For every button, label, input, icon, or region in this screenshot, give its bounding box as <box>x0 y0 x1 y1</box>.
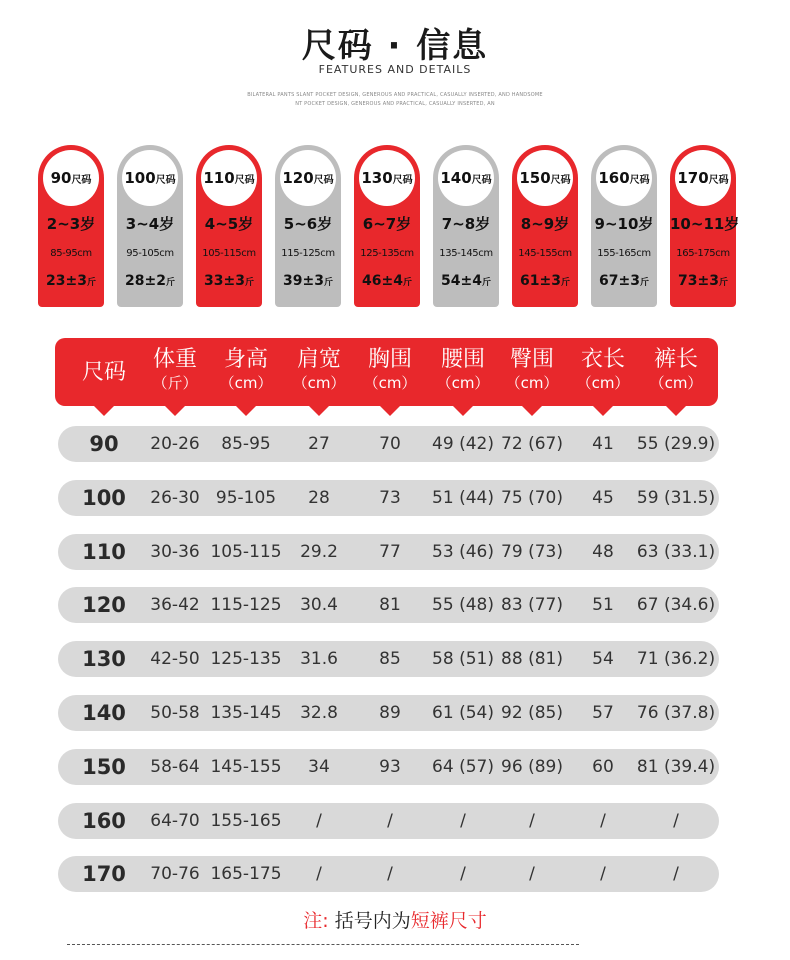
table-row <box>58 587 719 623</box>
card-weight <box>670 273 736 289</box>
table-cell: 63 (33.1) <box>636 541 716 562</box>
card-weight <box>275 273 341 289</box>
row-size: 110 <box>82 539 126 564</box>
size-circle <box>359 150 415 206</box>
table-cell: 41 <box>592 434 614 454</box>
column-header-unit: （cm） <box>576 374 630 392</box>
size-circle <box>596 150 652 206</box>
card-weight-value: 73±3 <box>678 273 719 289</box>
row-size: 170 <box>82 862 126 887</box>
table-cell: 77 <box>379 541 401 562</box>
column-header <box>437 338 490 406</box>
card-weight <box>433 273 499 289</box>
size-card-140 <box>433 145 499 307</box>
table-cell: 79 (73) <box>501 541 563 562</box>
card-height: 145-155cm <box>518 248 572 259</box>
table-cell: / <box>387 864 393 885</box>
table-cell: / <box>316 864 322 885</box>
column-header <box>82 338 126 406</box>
card-age: 5~6岁 <box>283 215 333 233</box>
row-size: 120 <box>82 593 126 618</box>
table-header <box>55 338 718 406</box>
card-weight <box>591 273 657 289</box>
header-pointer <box>522 406 542 416</box>
fine-print-line-1: BILATERAL PANTS SLANT POCKET DESIGN, GENEROUS AND PRACTICAL, CASUALLY INSERTED, AND HANDSOME <box>247 92 543 98</box>
size-circle <box>122 150 178 206</box>
table-cell: / <box>529 810 535 831</box>
table-cell: 81 <box>379 595 401 616</box>
table-cell: 72 (67) <box>501 434 563 454</box>
card-weight-value: 28±2 <box>125 273 166 289</box>
footnote-text: 括号内为 <box>334 910 411 932</box>
card-weight-unit: 斤 <box>481 278 491 288</box>
table-row <box>58 695 719 731</box>
card-size: 170 <box>677 169 709 187</box>
table-cell: / <box>529 864 535 885</box>
table-cell: 92 (85) <box>501 703 563 723</box>
size-circle <box>675 150 731 206</box>
table-cell: / <box>316 810 322 831</box>
table-cell: 29.2 <box>300 541 338 562</box>
table-cell: 83 (77) <box>501 595 563 616</box>
card-age: 8~9岁 <box>520 215 570 233</box>
table-cell: 96 (89) <box>501 756 563 777</box>
header-pointer <box>666 406 686 416</box>
card-weight-unit: 斤 <box>165 278 175 288</box>
column-header-unit: （cm） <box>219 374 273 392</box>
card-size-unit: 尺码 <box>71 174 92 186</box>
table-cell: / <box>673 864 679 885</box>
column-header-unit: （cm） <box>363 374 417 392</box>
footnote <box>0 906 790 933</box>
size-card-100 <box>117 145 183 307</box>
card-age: 4~5岁 <box>204 215 254 233</box>
card-size: 90 <box>50 169 72 187</box>
table-cell: 70-76 <box>150 864 200 885</box>
column-header-label: 胸围 <box>367 347 413 372</box>
column-header-label: 臀围 <box>509 347 555 372</box>
table-row <box>58 803 719 839</box>
size-card-170 <box>670 145 740 307</box>
card-size-unit: 尺码 <box>629 174 650 186</box>
table-cell: 58-64 <box>150 756 200 777</box>
table-cell: 42-50 <box>150 649 200 670</box>
size-circle <box>438 150 494 206</box>
header-pointer <box>165 406 185 416</box>
card-weight-unit: 斤 <box>639 278 649 288</box>
table-cell: 76 (37.8) <box>636 703 716 723</box>
table-cell: 64-70 <box>150 810 200 831</box>
table-cell: / <box>387 810 393 831</box>
table-row <box>58 641 719 677</box>
card-size: 160 <box>598 169 630 187</box>
table-cell: 53 (46) <box>432 541 494 562</box>
size-circle <box>201 150 257 206</box>
card-size: 130 <box>361 169 393 187</box>
table-cell: 165-175 <box>210 864 282 885</box>
table-cell: 32.8 <box>300 703 338 723</box>
card-weight-unit: 斤 <box>402 278 412 288</box>
card-height: 135-145cm <box>439 248 493 259</box>
table-cell: 27 <box>308 434 330 454</box>
card-size: 100 <box>124 169 156 187</box>
size-circle <box>280 150 336 206</box>
column-header-unit: （斤） <box>152 374 198 392</box>
table-cell: 155-165 <box>210 810 282 831</box>
table-cell: 30.4 <box>300 595 338 616</box>
card-height: 165-175cm <box>676 248 730 259</box>
size-card-160 <box>591 145 657 307</box>
card-size-unit: 尺码 <box>155 174 176 186</box>
column-header <box>577 338 630 406</box>
card-age: 6~7岁 <box>362 215 412 233</box>
column-header-label: 尺码 <box>81 360 127 385</box>
table-cell: 71 (36.2) <box>636 649 716 670</box>
footnote-highlight: 短裤尺寸 <box>410 910 487 932</box>
table-cell: 50-58 <box>150 703 200 723</box>
table-cell: 125-135 <box>210 649 282 670</box>
table-cell: 30-36 <box>150 541 200 562</box>
column-header-label: 体重 <box>152 347 198 372</box>
table-cell: 57 <box>592 703 614 723</box>
row-size: 140 <box>82 701 126 725</box>
card-weight-value: 39±3 <box>283 273 324 289</box>
column-header <box>650 338 703 406</box>
dashed-divider <box>67 944 579 945</box>
table-cell: 135-145 <box>210 703 282 723</box>
table-cell: / <box>600 810 606 831</box>
card-size: 120 <box>282 169 314 187</box>
row-size: 130 <box>82 647 126 672</box>
table-row <box>58 856 719 892</box>
card-weight <box>354 273 420 289</box>
table-cell: 54 <box>592 649 614 670</box>
header-pointer <box>94 406 114 416</box>
card-height: 95-105cm <box>126 248 174 259</box>
table-cell: 49 (42) <box>432 434 494 454</box>
card-age: 3~4岁 <box>125 215 175 233</box>
column-header-label: 衣长 <box>580 347 626 372</box>
column-header-unit: （cm） <box>436 374 490 392</box>
column-header <box>220 338 273 406</box>
card-weight <box>117 273 183 289</box>
table-cell: 70 <box>379 434 401 454</box>
column-header <box>152 338 197 406</box>
card-age: 10~11岁 <box>670 215 740 233</box>
card-height: 125-135cm <box>360 248 414 259</box>
card-weight-value: 33±3 <box>204 273 245 289</box>
size-card-90 <box>38 145 104 307</box>
card-height: 115-125cm <box>281 248 335 259</box>
table-cell: 67 (34.6) <box>636 595 716 616</box>
size-circle <box>517 150 573 206</box>
table-cell: 58 (51) <box>432 649 494 670</box>
card-height: 105-115cm <box>202 248 256 259</box>
table-cell: 36-42 <box>150 595 200 616</box>
table-cell: 60 <box>592 756 614 777</box>
table-cell: 59 (31.5) <box>636 487 716 508</box>
table-cell: 55 (48) <box>432 595 494 616</box>
card-weight <box>38 273 104 289</box>
table-row <box>58 480 719 516</box>
table-cell: 20-26 <box>150 434 200 454</box>
size-card-120 <box>275 145 341 307</box>
column-header-label: 腰围 <box>440 347 486 372</box>
page-subtitle: FEATURES AND DETAILS <box>318 63 472 76</box>
card-size-unit: 尺码 <box>708 174 729 186</box>
table-cell: 51 <box>592 595 614 616</box>
card-size-unit: 尺码 <box>392 174 413 186</box>
table-cell: 105-115 <box>210 541 282 562</box>
column-header-label: 身高 <box>223 347 269 372</box>
card-size-unit: 尺码 <box>471 174 492 186</box>
table-cell: 93 <box>379 756 401 777</box>
page-title: 尺码 · 信息 <box>301 26 489 66</box>
table-cell: / <box>460 810 466 831</box>
column-header-label: 裤长 <box>653 347 699 372</box>
table-cell: 51 (44) <box>432 487 494 508</box>
card-weight-value: 54±4 <box>441 273 482 289</box>
table-cell: 89 <box>379 703 401 723</box>
card-size: 140 <box>440 169 472 187</box>
size-cards <box>38 145 740 307</box>
card-size: 150 <box>519 169 551 187</box>
column-header <box>364 338 417 406</box>
table-row <box>58 534 719 570</box>
table-cell: 64 (57) <box>432 756 494 777</box>
row-size: 160 <box>82 808 126 833</box>
card-age: 2~3岁 <box>46 215 96 233</box>
table-cell: / <box>673 810 679 831</box>
card-size: 110 <box>203 169 235 187</box>
card-size-unit: 尺码 <box>313 174 334 186</box>
card-height: 155-165cm <box>597 248 651 259</box>
row-size: 150 <box>82 754 126 779</box>
table-cell: 75 (70) <box>501 487 563 508</box>
table-cell: 95-105 <box>215 487 277 508</box>
card-weight-unit: 斤 <box>86 278 96 288</box>
header-pointer <box>309 406 329 416</box>
card-weight <box>512 273 578 289</box>
column-header <box>506 338 559 406</box>
table-cell: 45 <box>592 487 614 508</box>
table-cell: 48 <box>592 541 614 562</box>
table-cell: 81 (39.4) <box>636 756 716 777</box>
card-weight-unit: 斤 <box>244 278 254 288</box>
table-cell: 85 <box>379 649 401 670</box>
card-weight-value: 23±3 <box>46 273 87 289</box>
card-weight <box>196 273 262 289</box>
table-cell: 61 (54) <box>432 703 494 723</box>
header-pointer <box>236 406 256 416</box>
size-card-110 <box>196 145 262 307</box>
table-cell: / <box>600 864 606 885</box>
column-header-unit: （cm） <box>649 374 703 392</box>
row-size: 100 <box>82 485 126 510</box>
table-cell: 85-95 <box>221 434 271 454</box>
column-header-unit: （cm） <box>505 374 559 392</box>
table-cell: 88 (81) <box>501 649 563 670</box>
card-height: 85-95cm <box>50 248 92 259</box>
header-pointer <box>453 406 473 416</box>
card-weight-unit: 斤 <box>323 278 333 288</box>
table-row <box>58 426 719 462</box>
card-age: 9~10岁 <box>594 215 654 233</box>
table-cell: 34 <box>308 756 330 777</box>
table-cell: 115-125 <box>210 595 282 616</box>
column-header-unit: （cm） <box>292 374 346 392</box>
table-row <box>58 749 719 785</box>
card-age: 7~8岁 <box>441 215 491 233</box>
row-size: 90 <box>89 432 119 456</box>
table-cell: 28 <box>308 487 330 508</box>
column-header <box>293 338 346 406</box>
header-pointer <box>593 406 613 416</box>
size-card-150 <box>512 145 578 307</box>
table-cell: 55 (29.9) <box>636 434 716 454</box>
card-weight-value: 46±4 <box>362 273 403 289</box>
footnote-prefix: 注: <box>303 910 329 932</box>
card-weight-value: 61±3 <box>520 273 561 289</box>
header-pointer <box>380 406 400 416</box>
table-cell: / <box>460 864 466 885</box>
table-cell: 26-30 <box>150 487 200 508</box>
card-weight-unit: 斤 <box>718 278 728 288</box>
size-circle <box>43 150 99 206</box>
table-cell: 73 <box>379 487 401 508</box>
fine-print-line-2: NT POCKET DESIGN, GENEROUS AND PRACTICAL, CASUALLY INSERTED, AN <box>295 101 495 107</box>
table-cell: 145-155 <box>210 756 282 777</box>
card-weight-unit: 斤 <box>560 278 570 288</box>
column-header-label: 肩宽 <box>296 347 342 372</box>
card-size-unit: 尺码 <box>550 174 571 186</box>
card-size-unit: 尺码 <box>234 174 255 186</box>
table-cell: 31.6 <box>300 649 338 670</box>
size-card-130 <box>354 145 420 307</box>
card-weight-value: 67±3 <box>599 273 640 289</box>
